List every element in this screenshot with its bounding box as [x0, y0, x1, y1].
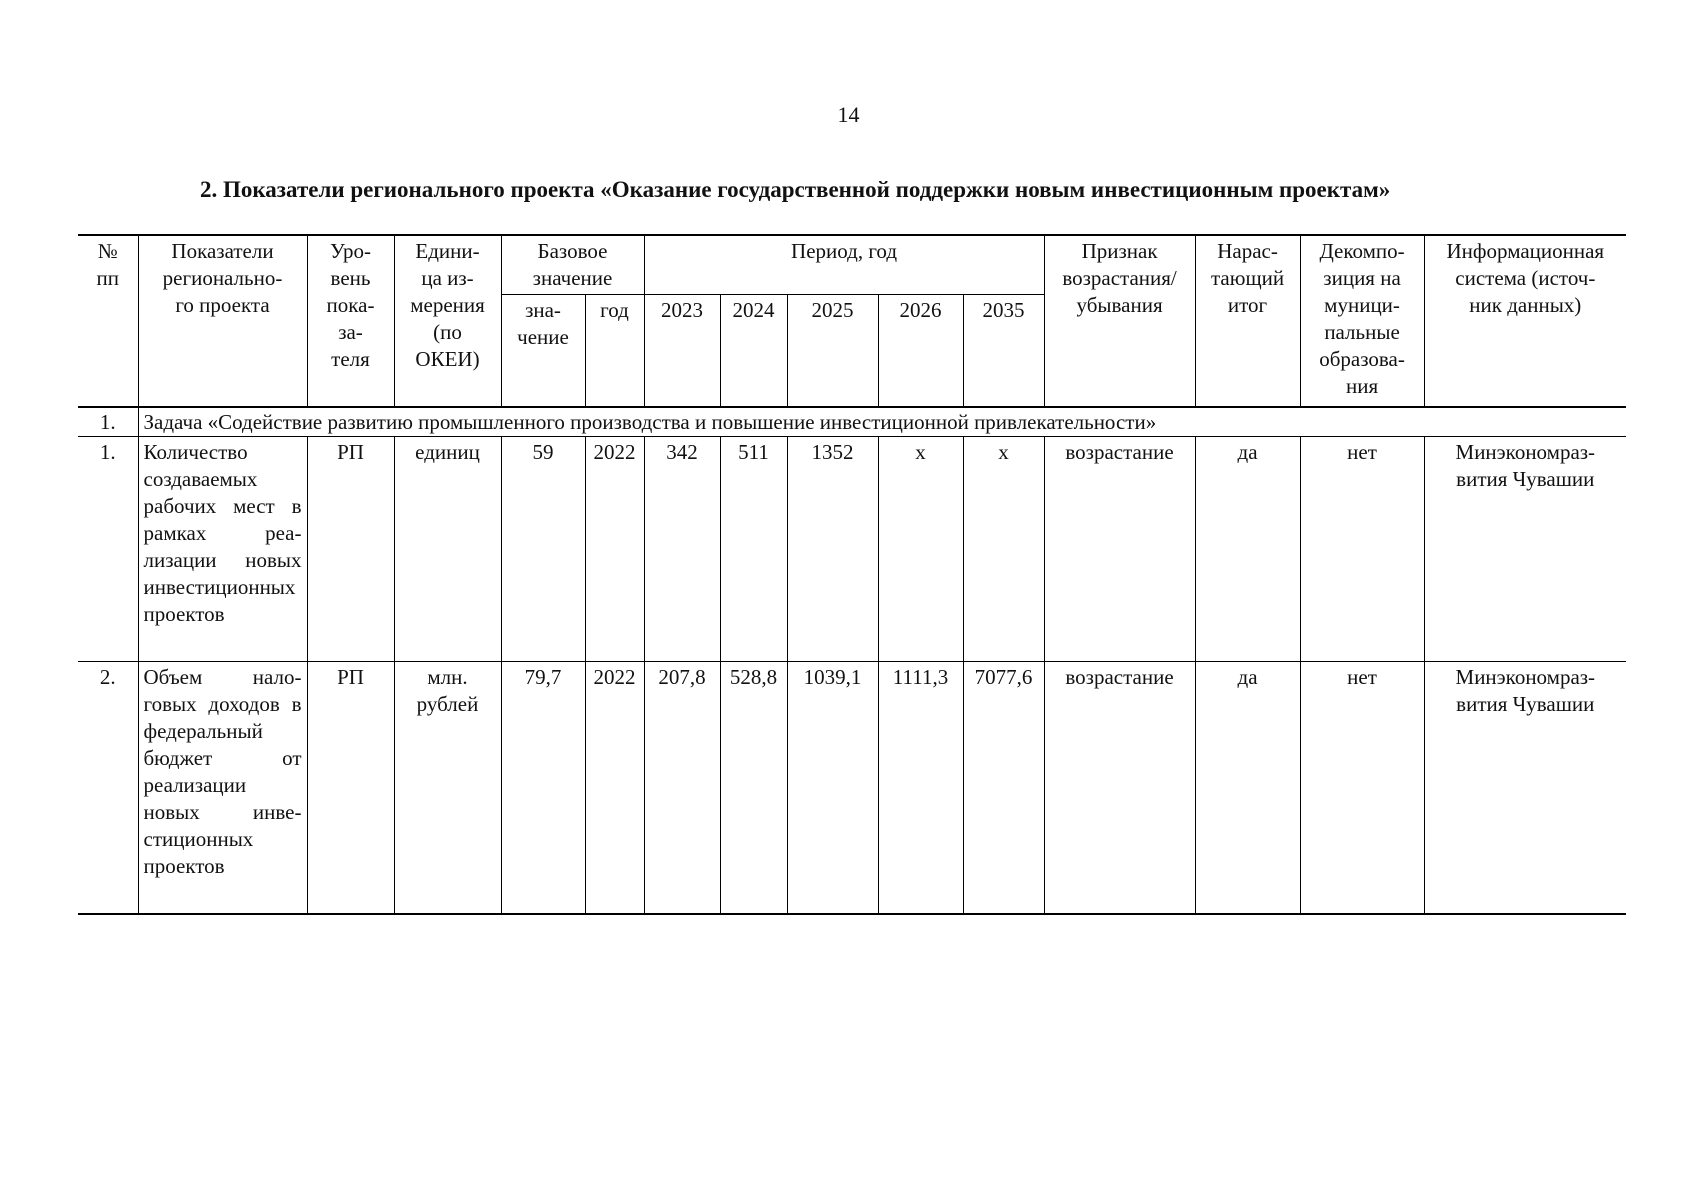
- row-base-value: 79,7: [501, 662, 585, 914]
- row-cumulative: да: [1195, 662, 1300, 914]
- row-value-2026: 1111,3: [878, 662, 963, 914]
- row-unit: млн. рублей: [394, 662, 501, 914]
- header-base: Базовое значение: [501, 235, 644, 295]
- header-year-2024: 2024: [720, 295, 787, 407]
- row-level: РП: [307, 662, 394, 914]
- header-year-2026: 2026: [878, 295, 963, 407]
- row-value-2035: х: [963, 437, 1044, 662]
- row-value-2023: 207,8: [644, 662, 720, 914]
- row-sign: возрастание: [1044, 437, 1195, 662]
- row-cumulative: да: [1195, 437, 1300, 662]
- task-num: 1.: [78, 407, 138, 437]
- row-indicator-name: Объем налоговых доходов в федеральный бюджет от реализации новых инвестиционных проектов: [138, 662, 307, 914]
- row-value-2023: 342: [644, 437, 720, 662]
- row-source: Минэкономраз- вития Чувашии: [1424, 662, 1626, 914]
- table-row: [78, 437, 1626, 662]
- page-number: 14: [837, 102, 860, 127]
- header-cumulative: Нарас- тающий итог: [1195, 235, 1300, 407]
- row-value-2025: 1039,1: [787, 662, 878, 914]
- row-value-2024: 528,8: [720, 662, 787, 914]
- row-num: 2.: [78, 662, 138, 914]
- row-base-value: 59: [501, 437, 585, 662]
- table-row: [78, 662, 1626, 914]
- row-num: 1.: [78, 437, 138, 662]
- header-info-system: Информационная система (источ- ник данных): [1424, 235, 1626, 407]
- header-year-2023: 2023: [644, 295, 720, 407]
- header-base-year: год: [585, 295, 644, 407]
- row-value-2035: 7077,6: [963, 662, 1044, 914]
- row-unit: единиц: [394, 437, 501, 662]
- header-level: Уро- вень пока- за- теля: [307, 235, 394, 407]
- row-indicator-name: Количество создаваемых рабочих мест в рамках реализации новых инвестиционных проектов: [138, 437, 307, 662]
- row-sign: возрастание: [1044, 662, 1195, 914]
- task-row: [78, 407, 1626, 437]
- header-indicator: Показатели регионально- го проекта: [138, 235, 307, 407]
- header-year-2035: 2035: [963, 295, 1044, 407]
- header-sign: Признак возрастания/ убывания: [1044, 235, 1195, 407]
- header-base-value: зна- чение: [501, 295, 585, 407]
- row-base-year: 2022: [585, 662, 644, 914]
- row-value-2025: 1352: [787, 437, 878, 662]
- row-value-2026: х: [878, 437, 963, 662]
- header-period: Период, год: [644, 235, 1044, 295]
- row-level: РП: [307, 437, 394, 662]
- header-unit: Едини- ца из- мерения (по ОКЕИ): [394, 235, 501, 407]
- task-text: Задача «Содействие развитию промышленного производства и повышение инвестиционной привлекательности»: [138, 407, 1626, 437]
- row-base-year: 2022: [585, 437, 644, 662]
- header-num: № пп: [78, 235, 138, 407]
- row-decomposition: нет: [1300, 437, 1424, 662]
- row-decomposition: нет: [1300, 662, 1424, 914]
- header-year-2025: 2025: [787, 295, 878, 407]
- document-title: 2. Показатели регионального проекта «Оказание государственной поддержки новым инвестиционным проектам»: [200, 177, 1391, 202]
- header-decomposition: Декомпо- зиция на муници- пальные образова- ния: [1300, 235, 1424, 407]
- row-source: Минэкономраз- вития Чувашии: [1424, 437, 1626, 662]
- row-value-2024: 511: [720, 437, 787, 662]
- indicators-table: [78, 234, 1626, 915]
